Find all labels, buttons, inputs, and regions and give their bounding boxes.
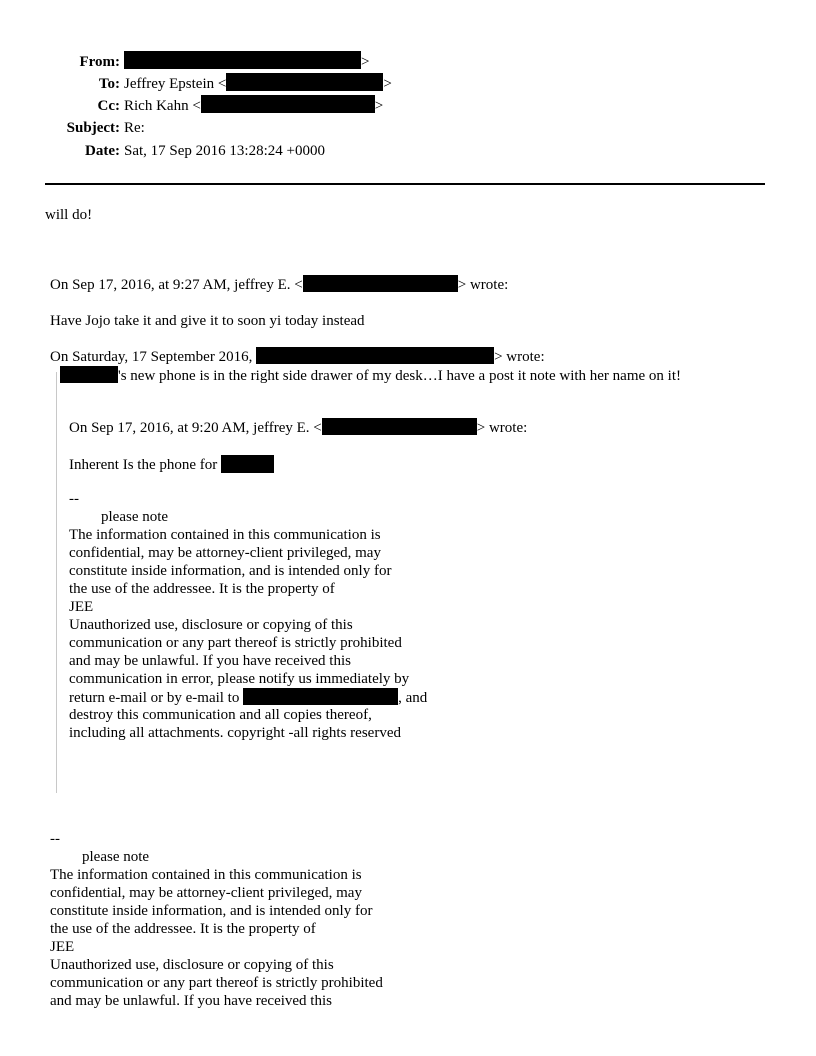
redaction-box bbox=[226, 73, 383, 91]
redaction-box bbox=[256, 347, 494, 364]
redaction-box bbox=[221, 455, 274, 473]
cc-name: Rich Kahn < bbox=[124, 98, 201, 114]
redaction-box bbox=[60, 366, 118, 383]
quote1-text: Have Jojo take it and give it to soon yi today instead bbox=[50, 313, 365, 329]
header-to-row bbox=[0, 73, 760, 95]
redaction-box bbox=[124, 51, 361, 69]
cc-tail: > bbox=[374, 98, 384, 114]
quote2-text-content: 's new phone is in the right side drawer of my desk…I have a post it note with her name on it! bbox=[118, 368, 681, 384]
outer-sig-note: please note bbox=[82, 849, 150, 865]
quote1-intro-pre: On Sep 17, 2016, at 9:27 AM, jeffrey E. < bbox=[50, 277, 303, 293]
redaction-box bbox=[322, 418, 477, 435]
subject-value: Re: bbox=[124, 120, 145, 136]
inner-disclaimer-text: The information contained in this communication is confidential, may be attorney-client privileged, may constitute inside information, and is intended only for the use of the addressee. It is the property of JEE Unauthorized use, disclosure or copying of this communication or any part thereof is strictly prohibited and may be unlawful. If you have received this communication in error, please notify us immediately by bbox=[69, 527, 410, 687]
from-label: From: bbox=[79, 54, 120, 70]
subject-label: Subject: bbox=[66, 120, 120, 136]
from-tail: > bbox=[361, 54, 370, 70]
cc-value bbox=[120, 95, 383, 117]
date-value: Sat, 17 Sep 2016 13:28:24 +0000 bbox=[124, 143, 325, 159]
redaction-box bbox=[303, 275, 458, 292]
quote3-intro bbox=[69, 418, 527, 437]
inner-disclaimer-text-end: destroy this communication and all copies thereof, including all attachments. copyright -all rights reserved bbox=[69, 707, 401, 741]
redaction-box bbox=[243, 688, 398, 705]
quote2-intro-pre: On Saturday, 17 September 2016, bbox=[50, 349, 257, 365]
inner-sig-note: please note bbox=[101, 509, 169, 525]
date-label: Date: bbox=[85, 143, 120, 159]
header-date-row bbox=[0, 140, 760, 162]
to-label: To: bbox=[98, 76, 120, 92]
inner-disclaimer-email-line bbox=[69, 688, 427, 707]
email-line-post: , and bbox=[398, 690, 428, 706]
from-value bbox=[120, 51, 369, 73]
outer-sig-dashes: -- bbox=[50, 831, 60, 847]
quote3-intro-post: > wrote: bbox=[476, 420, 528, 436]
to-name: Jeffrey Epstein < bbox=[124, 76, 227, 92]
header-divider bbox=[45, 183, 765, 185]
outer-disclaimer-text: The information contained in this communication is confidential, may be attorney-client privileged, may constitute inside information, and is intended only for the use of the addressee. It is the property of JEE Unauthorized use, disclosure or copying of this communication or any part thereof is strictly prohibited and may be unlawful. If you have received this bbox=[50, 867, 383, 1009]
quote2-intro-post: > wrote: bbox=[494, 349, 545, 365]
quote3-text-content: Inherent Is the phone for bbox=[69, 457, 222, 473]
redaction-box bbox=[201, 95, 375, 113]
quote2-text bbox=[60, 366, 681, 385]
quote1-intro-post: > wrote: bbox=[457, 277, 509, 293]
to-tail: > bbox=[383, 76, 392, 92]
quote3-text bbox=[69, 455, 274, 474]
reply-text: will do! bbox=[45, 207, 93, 223]
header-cc-row bbox=[0, 95, 760, 117]
header-subject-row bbox=[0, 117, 760, 139]
quote2-intro bbox=[50, 347, 545, 366]
cc-label: Cc: bbox=[97, 98, 120, 114]
email-line-pre: return e-mail or by e-mail to bbox=[69, 690, 244, 706]
to-value bbox=[120, 73, 392, 95]
quote1-intro bbox=[50, 275, 508, 294]
header-from-row bbox=[0, 51, 760, 73]
quote-bar bbox=[56, 372, 57, 793]
inner-sig-dashes: -- bbox=[69, 491, 79, 507]
quote3-intro-pre: On Sep 17, 2016, at 9:20 AM, jeffrey E. < bbox=[69, 420, 322, 436]
